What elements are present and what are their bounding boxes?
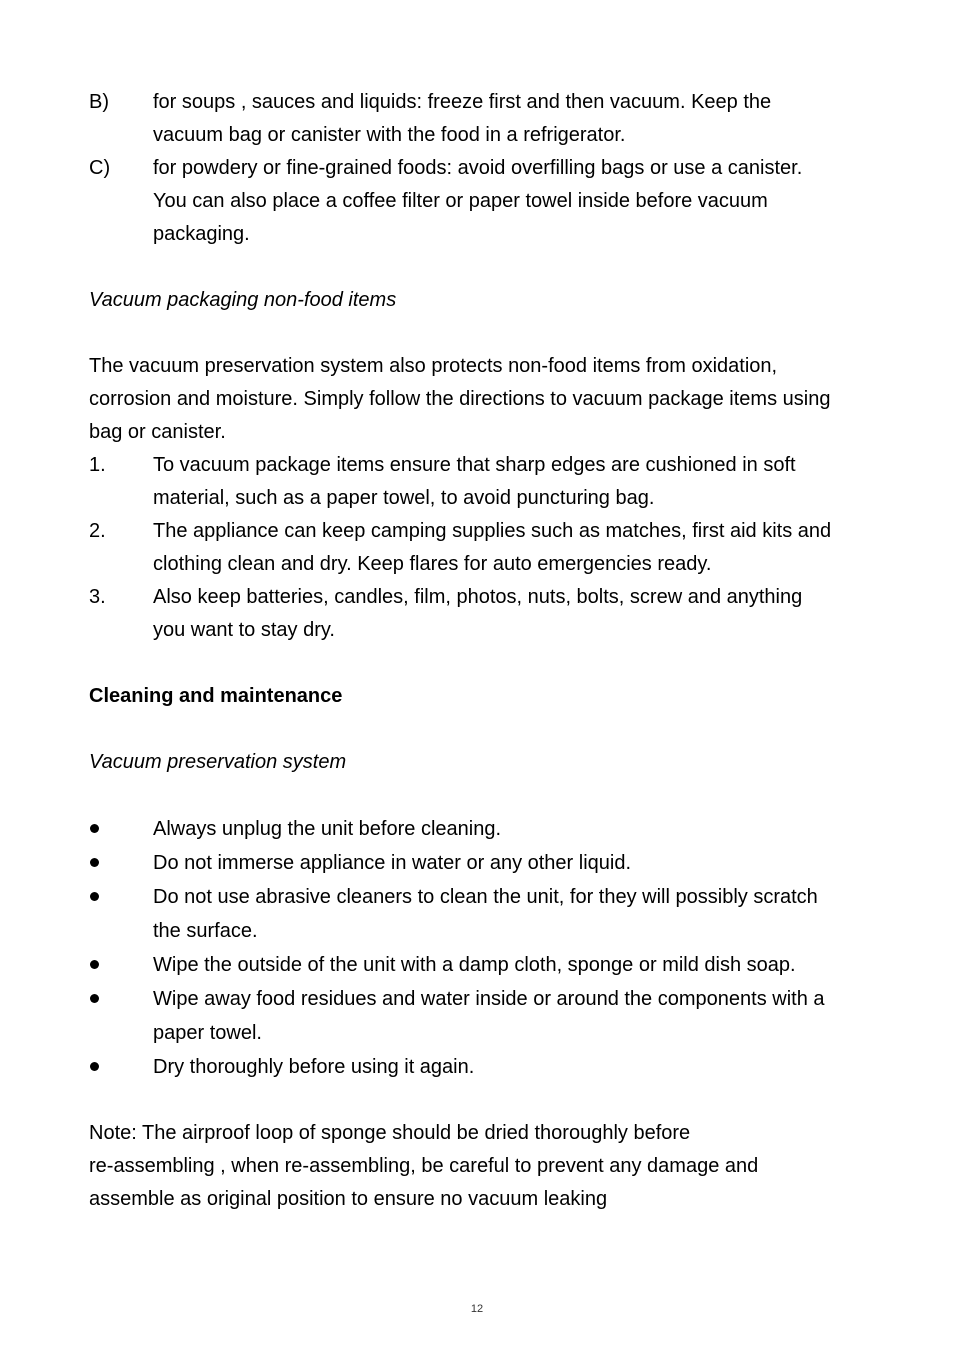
spacer: [89, 713, 879, 746]
bullet-text: [153, 948, 879, 982]
list-item: [89, 449, 879, 515]
text-line: Wipe the outside of the unit with a damp cloth, sponge or mild dish soap.: [153, 954, 796, 976]
bullet-text: [153, 846, 879, 880]
bullet-item: [89, 880, 879, 948]
list-item-text: [153, 86, 879, 152]
text-line: corrosion and moisture. Simply follow the directions to vacuum package items using: [89, 388, 831, 410]
text-line: you want to stay dry.: [153, 619, 335, 641]
bullet-text: [153, 812, 879, 846]
list-marker: 2.: [89, 520, 106, 542]
bullet-item: [89, 1050, 879, 1084]
bullet-item: [89, 982, 879, 1050]
text-line: Do not immerse appliance in water or any other liquid.: [153, 852, 632, 874]
spacer: [89, 647, 879, 680]
list-item: [89, 515, 879, 581]
list-marker: B): [89, 91, 109, 113]
list-marker: 3.: [89, 586, 106, 608]
bullet-text: [153, 880, 879, 948]
nonfood-intro-paragraph: [89, 350, 879, 449]
text-line: Note: The airproof loop of sponge should be dried thoroughly before: [89, 1122, 691, 1144]
text-line: Do not use abrasive cleaners to clean the unit, for they will possibly scratch: [153, 886, 818, 908]
text-line: for soups , sauces and liquids: freeze first and then vacuum. Keep the: [153, 91, 772, 113]
text-line: assemble as original position to ensure no vacuum leaking: [89, 1188, 608, 1210]
bullet-icon: [89, 1050, 153, 1084]
text-line: vacuum bag or canister with the food in a refrigerator.: [153, 124, 626, 146]
spacer: [89, 251, 879, 284]
text-line: Also keep batteries, candles, film, photos, nuts, bolts, screw and anything: [153, 586, 803, 608]
list-item: [89, 581, 879, 647]
numbered-list: [89, 449, 879, 647]
list-item-text: [153, 152, 879, 251]
spacer: [89, 1084, 879, 1117]
document-page: [89, 86, 879, 1216]
section-subheading-vacuum-system: Vacuum preservation system: [89, 751, 347, 773]
bullet-text: [153, 1050, 879, 1084]
list-marker: C): [89, 157, 111, 179]
list-item-text: [153, 581, 879, 647]
list-item: [89, 86, 879, 152]
text-line: Dry thoroughly before using it again.: [153, 1056, 475, 1078]
text-line: To vacuum package items ensure that sharp edges are cushioned in soft: [153, 454, 796, 476]
bullet-icon: [89, 948, 153, 982]
bullet-text: [153, 982, 879, 1050]
bullet-icon: [89, 812, 153, 846]
note-paragraph: [89, 1117, 879, 1216]
text-line: You can also place a coffee filter or paper towel inside before vacuum: [153, 190, 768, 212]
text-line: the surface.: [153, 920, 258, 942]
list-marker: 1.: [89, 454, 106, 476]
text-line: paper towel.: [153, 1022, 262, 1044]
text-line: packaging.: [153, 223, 250, 245]
text-line: re-assembling , when re-assembling, be careful to prevent any damage and: [89, 1155, 759, 1177]
bullet-icon: [89, 982, 153, 1016]
bullet-item: [89, 948, 879, 982]
list-item-text: [153, 515, 879, 581]
text-line: clothing clean and dry. Keep flares for auto emergencies ready.: [153, 553, 712, 575]
bullet-icon: [89, 880, 153, 914]
text-line: Always unplug the unit before cleaning.: [153, 818, 502, 840]
list-item: [89, 152, 879, 251]
page-number: 12: [470, 1303, 484, 1315]
text-line: The appliance can keep camping supplies such as matches, first aid kits and: [153, 520, 832, 542]
bullet-icon: [89, 846, 153, 880]
section-heading-cleaning: Cleaning and maintenance: [89, 685, 343, 707]
bullet-item: [89, 846, 879, 880]
spacer: [89, 317, 879, 350]
text-line: material, such as a paper towel, to avoid puncturing bag.: [153, 487, 655, 509]
text-line: The vacuum preservation system also protects non-food items from oxidation,: [89, 355, 778, 377]
spacer: [89, 779, 879, 812]
section-heading-nonfood: Vacuum packaging non-food items: [89, 289, 397, 311]
text-line: Wipe away food residues and water inside or around the components with a: [153, 988, 825, 1010]
text-line: bag or canister.: [89, 421, 226, 443]
bullet-item: [89, 812, 879, 846]
list-item-text: [153, 449, 879, 515]
cleaning-bullet-list: [89, 812, 879, 1084]
lettered-list: [89, 86, 879, 251]
text-line: for powdery or fine-grained foods: avoid overfilling bags or use a canister.: [153, 157, 803, 179]
